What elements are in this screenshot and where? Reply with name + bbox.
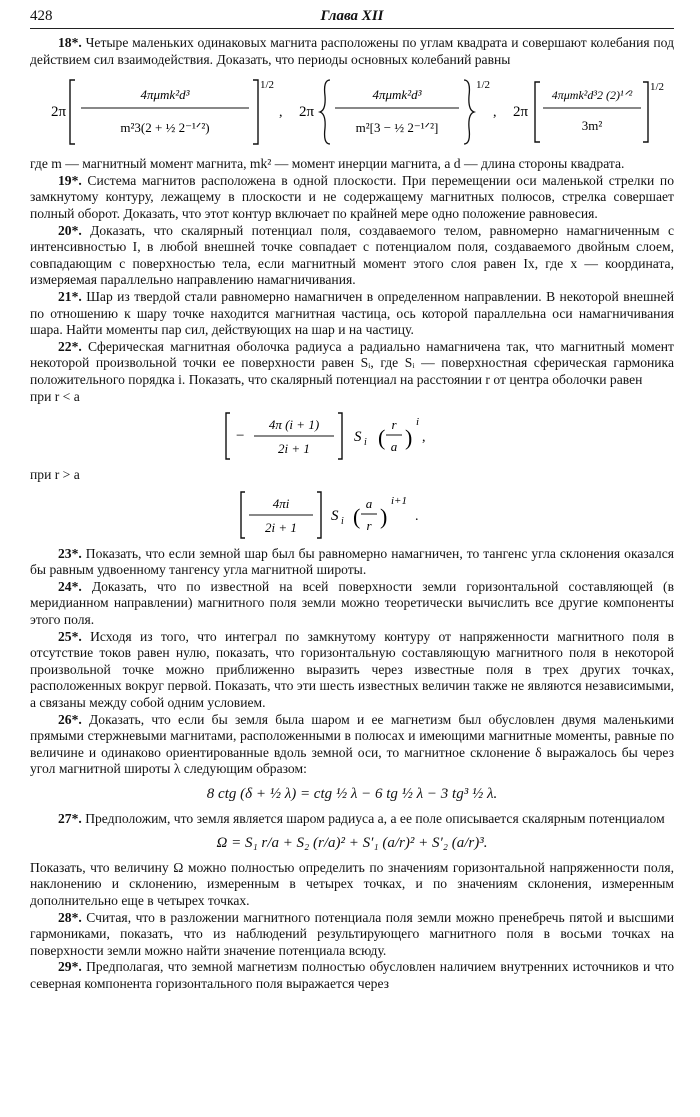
svg-text:,: , <box>422 430 426 446</box>
svg-text:r: r <box>391 417 397 433</box>
svg-text:.: . <box>415 508 419 524</box>
formula-22-inner <box>30 409 674 463</box>
svg-text:i+1: i+1 <box>391 494 407 507</box>
svg-text:(: ( <box>353 503 361 529</box>
formula-18-svg <box>37 72 667 152</box>
svg-text:r: r <box>366 517 372 533</box>
problem-29 <box>30 959 674 992</box>
problem-25 <box>30 629 674 712</box>
problem-26 <box>30 712 674 778</box>
svg-text:a: a <box>390 439 398 455</box>
problem-text: Считая, что в разложении магнитного потенциала поля земли можно пренебречь пятой и высшими гармониками, показать, что из наблюдений результирующего магнитного поля в восьми точках на поверхности земли можно найти значение потенциала всюду. <box>30 909 674 958</box>
svg-text:,: , <box>493 105 497 121</box>
formula-numerator: 4πi <box>272 495 290 511</box>
problem-text: Доказать, что по известной на всей поверхности земли горизонтальной составляющей (в меридианном направлении) магнитного поля земли можно теоретически вычислить все другие компоненты этого поля. <box>30 578 674 628</box>
problem-text: Предполагая, что земной магнетизм полностью обусловлен наличием внутренних источников и что северная компонента горизонтального поля выражается через <box>30 959 674 991</box>
formula-denominator: m²[3 − ½ 2⁻¹ᐟ²] <box>355 120 439 136</box>
formula-exponent: 1/2 <box>476 79 491 92</box>
problem-text: Показать, что величину Ω можно полностью определить по значениям горизонтальной напряженности поля, наклонению и склонению, измеренным в четырех точках, и по значениям склонения, измеренным дополнительно еще в четырех точках. <box>30 859 674 908</box>
formula-numerator: 4πμmk²d³ <box>140 87 190 103</box>
svg-text:): ) <box>405 425 413 451</box>
problem-27-notes <box>30 860 674 910</box>
formula-22-outer-svg <box>237 488 467 542</box>
problem-19 <box>30 173 674 223</box>
problem-text: Предположим, что земля является шаром радиуса a, а ее поле описывается скалярным потенциалом <box>81 810 665 826</box>
svg-text:i: i <box>364 437 367 449</box>
problem-27 <box>30 811 674 828</box>
problem-number: 28*. <box>58 909 82 925</box>
formula-denominator: 2i + 1 <box>278 441 310 457</box>
svg-text:S: S <box>331 507 339 524</box>
svg-text:−: − <box>236 428 245 445</box>
problem-18 <box>30 35 674 68</box>
formula-26 <box>30 786 674 803</box>
svg-text:S: S <box>354 429 362 446</box>
problem-20 <box>30 223 674 289</box>
problem-number: 27*. <box>58 810 82 826</box>
problem-text: Доказать, что скалярный потенциал поля, создаваемого телом, равномерно намагниченным с интенсивностью I, в любой внешней точке совпадает с потенциалом поля, создаваемого двойным слоем, совпадающим с поверхностью тела, если магнитный момент этого слоя равен Ix, где x — координата, измеряемая параллельно направлению намагничивания. <box>30 222 674 288</box>
problem-number: 22*. <box>58 338 82 354</box>
problem-text: Четыре маленьких одинаковых магнита расположены по углам квадрата и совершают колебания под действием сил взаимодействия. Доказать, что периоды основных колебаний равны <box>30 35 674 67</box>
problem-24 <box>30 579 674 629</box>
problem-21 <box>30 289 674 339</box>
page-body <box>30 35 674 993</box>
formula-26-text: 8 ctg (δ + ½ λ) = ctg ½ λ − 6 tg ½ λ − 3 tg³ ½ λ. <box>206 786 498 802</box>
svg-text:): ) <box>380 503 388 529</box>
formula-exponent: 1/2 <box>260 79 275 92</box>
svg-text:i: i <box>416 416 420 429</box>
svg-text:i: i <box>341 515 344 527</box>
problem-text: где m — магнитный момент магнита, mk² — момент инерции магнита, а d — длина стороны квадрата. <box>30 156 625 172</box>
svg-text:,: , <box>279 105 283 121</box>
problem-number: 20*. <box>58 222 82 238</box>
problem-number: 24*. <box>58 578 82 594</box>
problem-text: Доказать, что если бы земля была шаром и ее магнетизм был обусловлен двумя маленькими прямыми стержневыми магнитами, расположенными в полюсах и имеющими магнитные моменты, равные по величине и одинаково ориентированные вдоль земной оси, то магнитное склонение δ выражалось бы через угол магнитной широты λ следующим образом: <box>30 711 674 777</box>
svg-text:(: ( <box>378 425 386 451</box>
problem-text: Показать, что если земной шар был бы равномерно намагничен, то тангенс угла склонения оказался бы равным удвоенному тангенсу угла магнитной широты. <box>30 545 674 578</box>
problem-number: 25*. <box>58 628 82 644</box>
formula-prefix: 2π <box>513 104 529 121</box>
page-header <box>30 6 674 29</box>
condition-inner: при r < a <box>30 388 80 404</box>
formula-numerator: 4πμmk²d³2 (2)¹ᐟ² <box>551 88 633 103</box>
formula-denominator: 3m² <box>581 118 603 134</box>
svg-text:a: a <box>365 495 373 511</box>
formula-denominator: 2i + 1 <box>265 519 297 535</box>
formula-27 <box>30 835 674 852</box>
formula-18-periods <box>30 72 674 152</box>
problem-number: 26*. <box>58 711 82 727</box>
formula-numerator: 4πμmk²d³ <box>372 87 422 103</box>
problem-number: 29*. <box>58 959 82 975</box>
page-number: 428 <box>30 8 53 24</box>
chapter-title: Глава XII <box>320 8 384 24</box>
problem-22 <box>30 339 674 389</box>
formula-22-inner-svg <box>222 409 482 463</box>
formula-exponent: 1/2 <box>650 81 665 94</box>
problem-18-notes <box>30 156 674 173</box>
problem-text: Сферическая магнитная оболочка радиуса a радиально намагничена так, что магнитный момент некоторой произвольной точки ее поверхности равен Sᵢ, где Sᵢ — поверхностная сферическая гармоника положительного порядка i. Показать, что скалярный потенциал на расстоянии r от центра оболочки равен <box>30 338 674 387</box>
problem-number: 19*. <box>58 172 82 188</box>
formula-prefix: 2π <box>299 104 315 121</box>
formula-numerator: 4π (i + 1) <box>268 417 320 433</box>
problem-number: 18*. <box>58 35 82 50</box>
formula-27-text: Ω = S₁ r/a + S₂ (r/a)² + S′₁ (a/r)² + S′₂ (a/r)³. <box>216 835 488 852</box>
problem-28 <box>30 910 674 960</box>
problem-text: Система магнитов расположена в одной плоскости. При перемещении оси маленькой стрелки по замкнутому контуру, лежащему в плоскости и не содержащему магнитных полюсов, стрелка совершает полный оборот. Доказать, что этот контур включает по крайней мере одно положение равновесия. <box>30 172 674 221</box>
condition-outer: при r > a <box>30 467 80 483</box>
problem-number: 21*. <box>58 288 82 304</box>
problem-text: Шар из твердой стали равномерно намагничен в определенном направлении. В некоторой внешней по отношению к шару точке находится магнитная частица, ось которой параллельна оси намагничивания шара. Найти моменты пар сил, действующих на шар и на частицу. <box>30 288 674 338</box>
problem-number: 23*. <box>58 545 82 561</box>
formula-prefix: 2π <box>51 104 67 121</box>
formula-22-outer <box>30 488 674 542</box>
problem-23 <box>30 546 674 579</box>
formula-denominator: m²3(2 + ½ 2⁻¹ᐟ²) <box>120 120 210 136</box>
problem-text: Исходя из того, что интеграл по замкнутому контуру от напряженности магнитного поля в отсутствие токов равен нулю, показать, что горизонтальную составляющую магнитного поля в некоторой произвольной точке можно приближенно выразить через известные поля в трех других точках, расположенных вокруг первой. Показать, что эти шесть известных величин также не являются независимыми, а связаны между собой одним условием. <box>30 628 674 711</box>
